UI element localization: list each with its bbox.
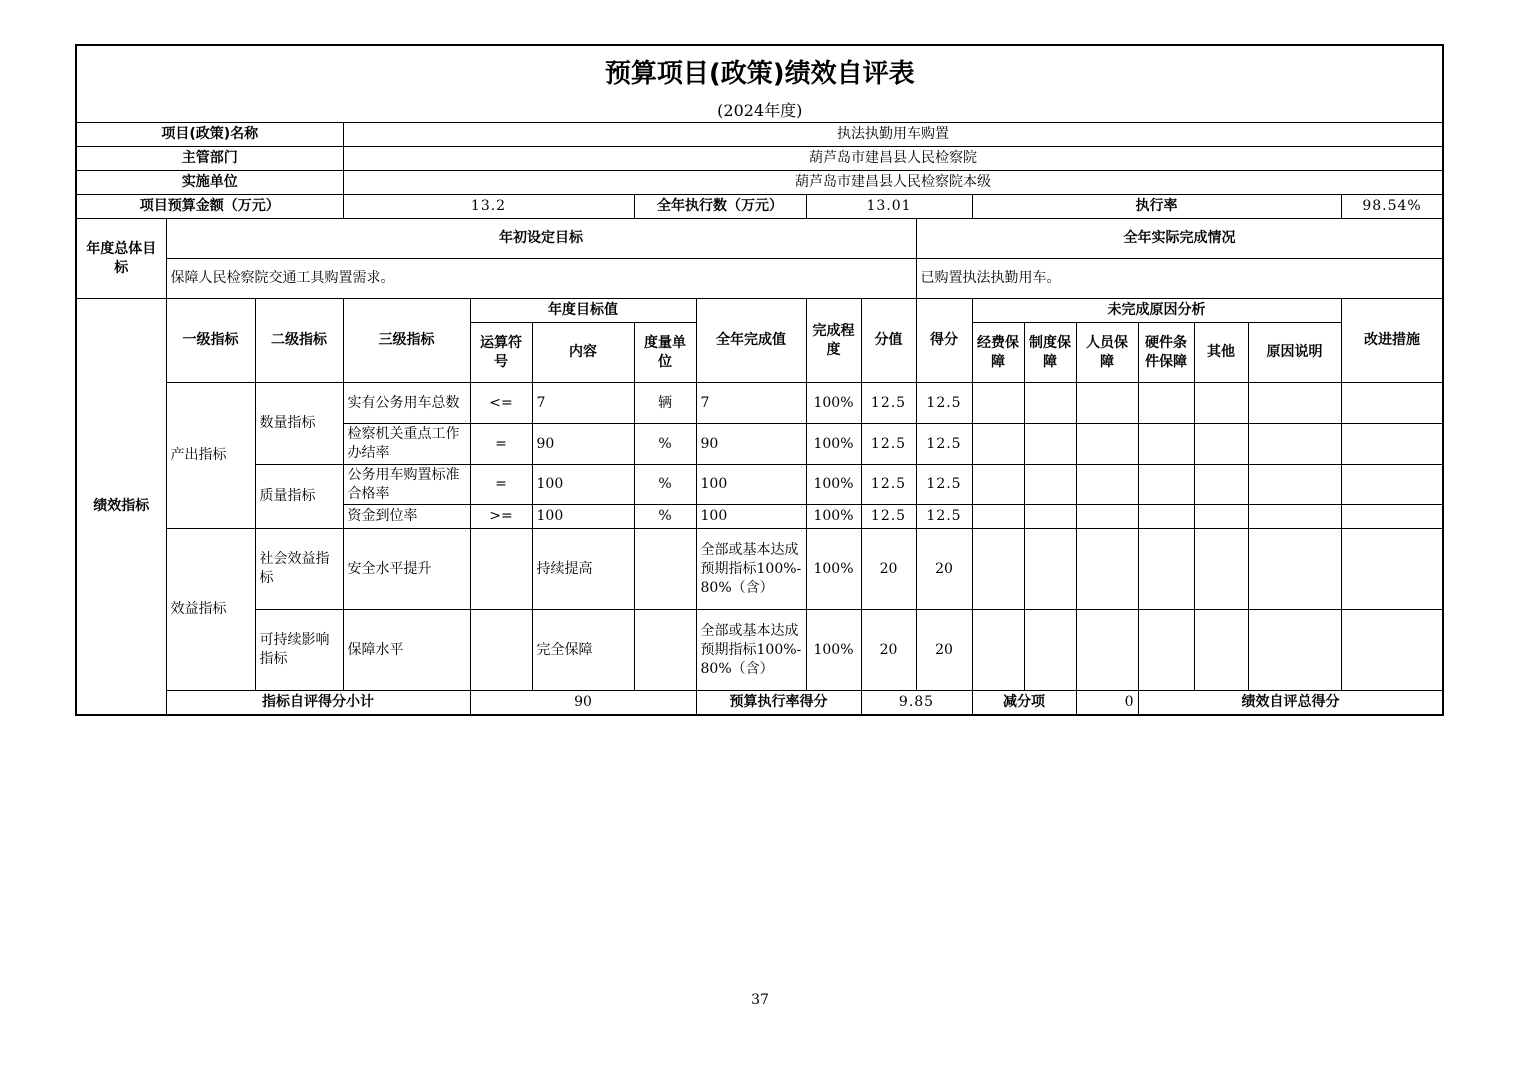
- dept-label: 主管部门: [76, 147, 343, 171]
- empty-cell: [1138, 610, 1194, 691]
- empty-cell: [1248, 465, 1341, 505]
- indicator-score: 12.5: [861, 465, 916, 505]
- indicator-score: 12.5: [861, 505, 916, 529]
- content-header: 内容: [532, 323, 634, 383]
- empty-cell: [1024, 383, 1076, 424]
- unit-label: 实施单位: [76, 171, 343, 195]
- empty-cell: [1341, 529, 1443, 610]
- indicator-actual: 全部或基本达成预期指标100%-80%（含）: [696, 529, 806, 610]
- budget-label: 项目预算金额（万元）: [76, 195, 343, 219]
- empty-cell: [1138, 424, 1194, 465]
- indicator-completion: 100%: [806, 505, 861, 529]
- indicator-unit: [634, 529, 696, 610]
- incomplete-reason-header: 未完成原因分析: [972, 299, 1341, 323]
- empty-cell: [1194, 424, 1248, 465]
- annual-target-header: 年度目标值: [470, 299, 696, 323]
- empty-cell: [1024, 610, 1076, 691]
- staff-header: 人员保障: [1076, 323, 1138, 383]
- empty-cell: [1076, 424, 1138, 465]
- empty-cell: [1248, 505, 1341, 529]
- indicator-actual: 100: [696, 465, 806, 505]
- empty-cell: [1138, 383, 1194, 424]
- level2-header: 二级指标: [255, 299, 343, 383]
- empty-cell: [972, 610, 1024, 691]
- indicator-actual: 100: [696, 505, 806, 529]
- system-header: 制度保障: [1024, 323, 1076, 383]
- indicator-completion: 100%: [806, 424, 861, 465]
- indicator-content: 100: [532, 505, 634, 529]
- empty-cell: [972, 529, 1024, 610]
- empty-cell: [1076, 383, 1138, 424]
- empty-cell: [972, 465, 1024, 505]
- executed-value: 13.01: [806, 195, 972, 219]
- empty-cell: [972, 505, 1024, 529]
- unit-value: 葫芦岛市建昌县人民检察院本级: [343, 171, 1443, 195]
- empty-cell: [972, 383, 1024, 424]
- indicator-unit: %: [634, 505, 696, 529]
- unit-header: 度量单位: [634, 323, 696, 383]
- initial-goal-text: 保障人民检察院交通工具购置需求。: [166, 259, 916, 299]
- empty-cell: [1248, 529, 1341, 610]
- empty-cell: [1138, 505, 1194, 529]
- indicator-operator: =: [470, 424, 532, 465]
- improvement-header: 改进措施: [1341, 299, 1443, 383]
- budget-score-label: 预算执行率得分: [696, 691, 861, 715]
- empty-cell: [1248, 424, 1341, 465]
- project-name-value: 执法执勤用车购置: [343, 123, 1443, 147]
- empty-cell: [1194, 383, 1248, 424]
- initial-goal-header: 年初设定目标: [166, 219, 916, 259]
- budget-score-value: 9.85: [861, 691, 972, 715]
- indicator-content: 持续提高: [532, 529, 634, 610]
- indicator-actual: 90: [696, 424, 806, 465]
- quantity-indicators-label: 数量指标: [255, 383, 343, 465]
- indicator-score: 20: [861, 529, 916, 610]
- subtotal-value: 90: [470, 691, 696, 715]
- rate-value: 98.54%: [1341, 195, 1443, 219]
- actual-value-header: 全年完成值: [696, 299, 806, 383]
- indicator-actual: 全部或基本达成预期指标100%-80%（含）: [696, 610, 806, 691]
- empty-cell: [1341, 505, 1443, 529]
- operator-header: 运算符号: [470, 323, 532, 383]
- quality-indicators-label: 质量指标: [255, 465, 343, 529]
- empty-cell: [1024, 465, 1076, 505]
- empty-cell: [1248, 610, 1341, 691]
- indicator-score: 12.5: [861, 383, 916, 424]
- indicator-unit: %: [634, 424, 696, 465]
- indicator-earned: 12.5: [916, 465, 972, 505]
- actual-completion-text: 已购置执法执勤用车。: [916, 259, 1443, 299]
- indicator-score: 20: [861, 610, 916, 691]
- actual-completion-header: 全年实际完成情况: [916, 219, 1443, 259]
- indicator-earned: 12.5: [916, 505, 972, 529]
- page-number: 37: [751, 992, 769, 1008]
- indicator-name: 实有公务用车总数: [343, 383, 470, 424]
- performance-self-evaluation-table: [75, 44, 1444, 716]
- completion-header: 完成程度: [806, 299, 861, 383]
- empty-cell: [1194, 465, 1248, 505]
- indicator-operator: >=: [470, 505, 532, 529]
- indicator-name: 公务用车购置标准合格率: [343, 465, 470, 505]
- empty-cell: [1024, 424, 1076, 465]
- indicator-operator: [470, 610, 532, 691]
- page-title: 预算项目(政策)绩效自评表: [76, 45, 1443, 98]
- indicator-operator: <=: [470, 383, 532, 424]
- indicator-name: 检察机关重点工作办结率: [343, 424, 470, 465]
- dept-value: 葫芦岛市建昌县人民检察院: [343, 147, 1443, 171]
- empty-cell: [1138, 529, 1194, 610]
- indicator-completion: 100%: [806, 529, 861, 610]
- indicator-completion: 100%: [806, 465, 861, 505]
- indicator-name: 安全水平提升: [343, 529, 470, 610]
- earned-header: 得分: [916, 299, 972, 383]
- deduction-label: 减分项: [972, 691, 1076, 715]
- indicator-score: 12.5: [861, 424, 916, 465]
- project-name-label: 项目(政策)名称: [76, 123, 343, 147]
- executed-label: 全年执行数（万元）: [634, 195, 806, 219]
- budget-value: 13.2: [343, 195, 634, 219]
- empty-cell: [1194, 505, 1248, 529]
- indicator-content: 100: [532, 465, 634, 505]
- annual-goal-label: 年度总体目标: [76, 219, 166, 299]
- empty-cell: [1076, 529, 1138, 610]
- empty-cell: [1194, 529, 1248, 610]
- empty-cell: [972, 424, 1024, 465]
- indicator-unit: %: [634, 465, 696, 505]
- sustainability-label: 可持续影响指标: [255, 610, 343, 691]
- indicator-content: 90: [532, 424, 634, 465]
- other-header: 其他: [1194, 323, 1248, 383]
- level3-header: 三级指标: [343, 299, 470, 383]
- empty-cell: [1138, 465, 1194, 505]
- empty-cell: [1076, 505, 1138, 529]
- indicator-operator: =: [470, 465, 532, 505]
- empty-cell: [1024, 505, 1076, 529]
- empty-cell: [1194, 610, 1248, 691]
- empty-cell: [1024, 529, 1076, 610]
- empty-cell: [1248, 383, 1341, 424]
- score-header: 分值: [861, 299, 916, 383]
- performance-indicators-label: 绩效指标: [76, 299, 166, 715]
- social-benefit-label: 社会效益指标: [255, 529, 343, 610]
- empty-cell: [1341, 424, 1443, 465]
- subtotal-label: 指标自评得分小计: [166, 691, 470, 715]
- empty-cell: [1341, 383, 1443, 424]
- indicator-name: 保障水平: [343, 610, 470, 691]
- indicator-unit: [634, 610, 696, 691]
- indicator-earned: 20: [916, 529, 972, 610]
- empty-cell: [1076, 465, 1138, 505]
- hardware-header: 硬件条件保障: [1138, 323, 1194, 383]
- rate-label: 执行率: [972, 195, 1341, 219]
- output-indicators-label: 产出指标: [166, 383, 255, 529]
- indicator-content: 7: [532, 383, 634, 424]
- indicator-unit: 辆: [634, 383, 696, 424]
- indicator-operator: [470, 529, 532, 610]
- level1-header: 一级指标: [166, 299, 255, 383]
- funding-header: 经费保障: [972, 323, 1024, 383]
- indicator-earned: 12.5: [916, 383, 972, 424]
- explanation-header: 原因说明: [1248, 323, 1341, 383]
- indicator-completion: 100%: [806, 383, 861, 424]
- total-score-label: 绩效自评总得分: [1138, 691, 1443, 715]
- empty-cell: [1076, 610, 1138, 691]
- empty-cell: [1341, 610, 1443, 691]
- indicator-completion: 100%: [806, 610, 861, 691]
- indicator-actual: 7: [696, 383, 806, 424]
- page-subtitle: (2024年度): [76, 98, 1443, 123]
- indicator-earned: 20: [916, 610, 972, 691]
- indicator-content: 完全保障: [532, 610, 634, 691]
- deduction-value: 0: [1076, 691, 1138, 715]
- indicator-earned: 12.5: [916, 424, 972, 465]
- empty-cell: [1341, 465, 1443, 505]
- benefit-indicators-label: 效益指标: [166, 529, 255, 691]
- indicator-name: 资金到位率: [343, 505, 470, 529]
